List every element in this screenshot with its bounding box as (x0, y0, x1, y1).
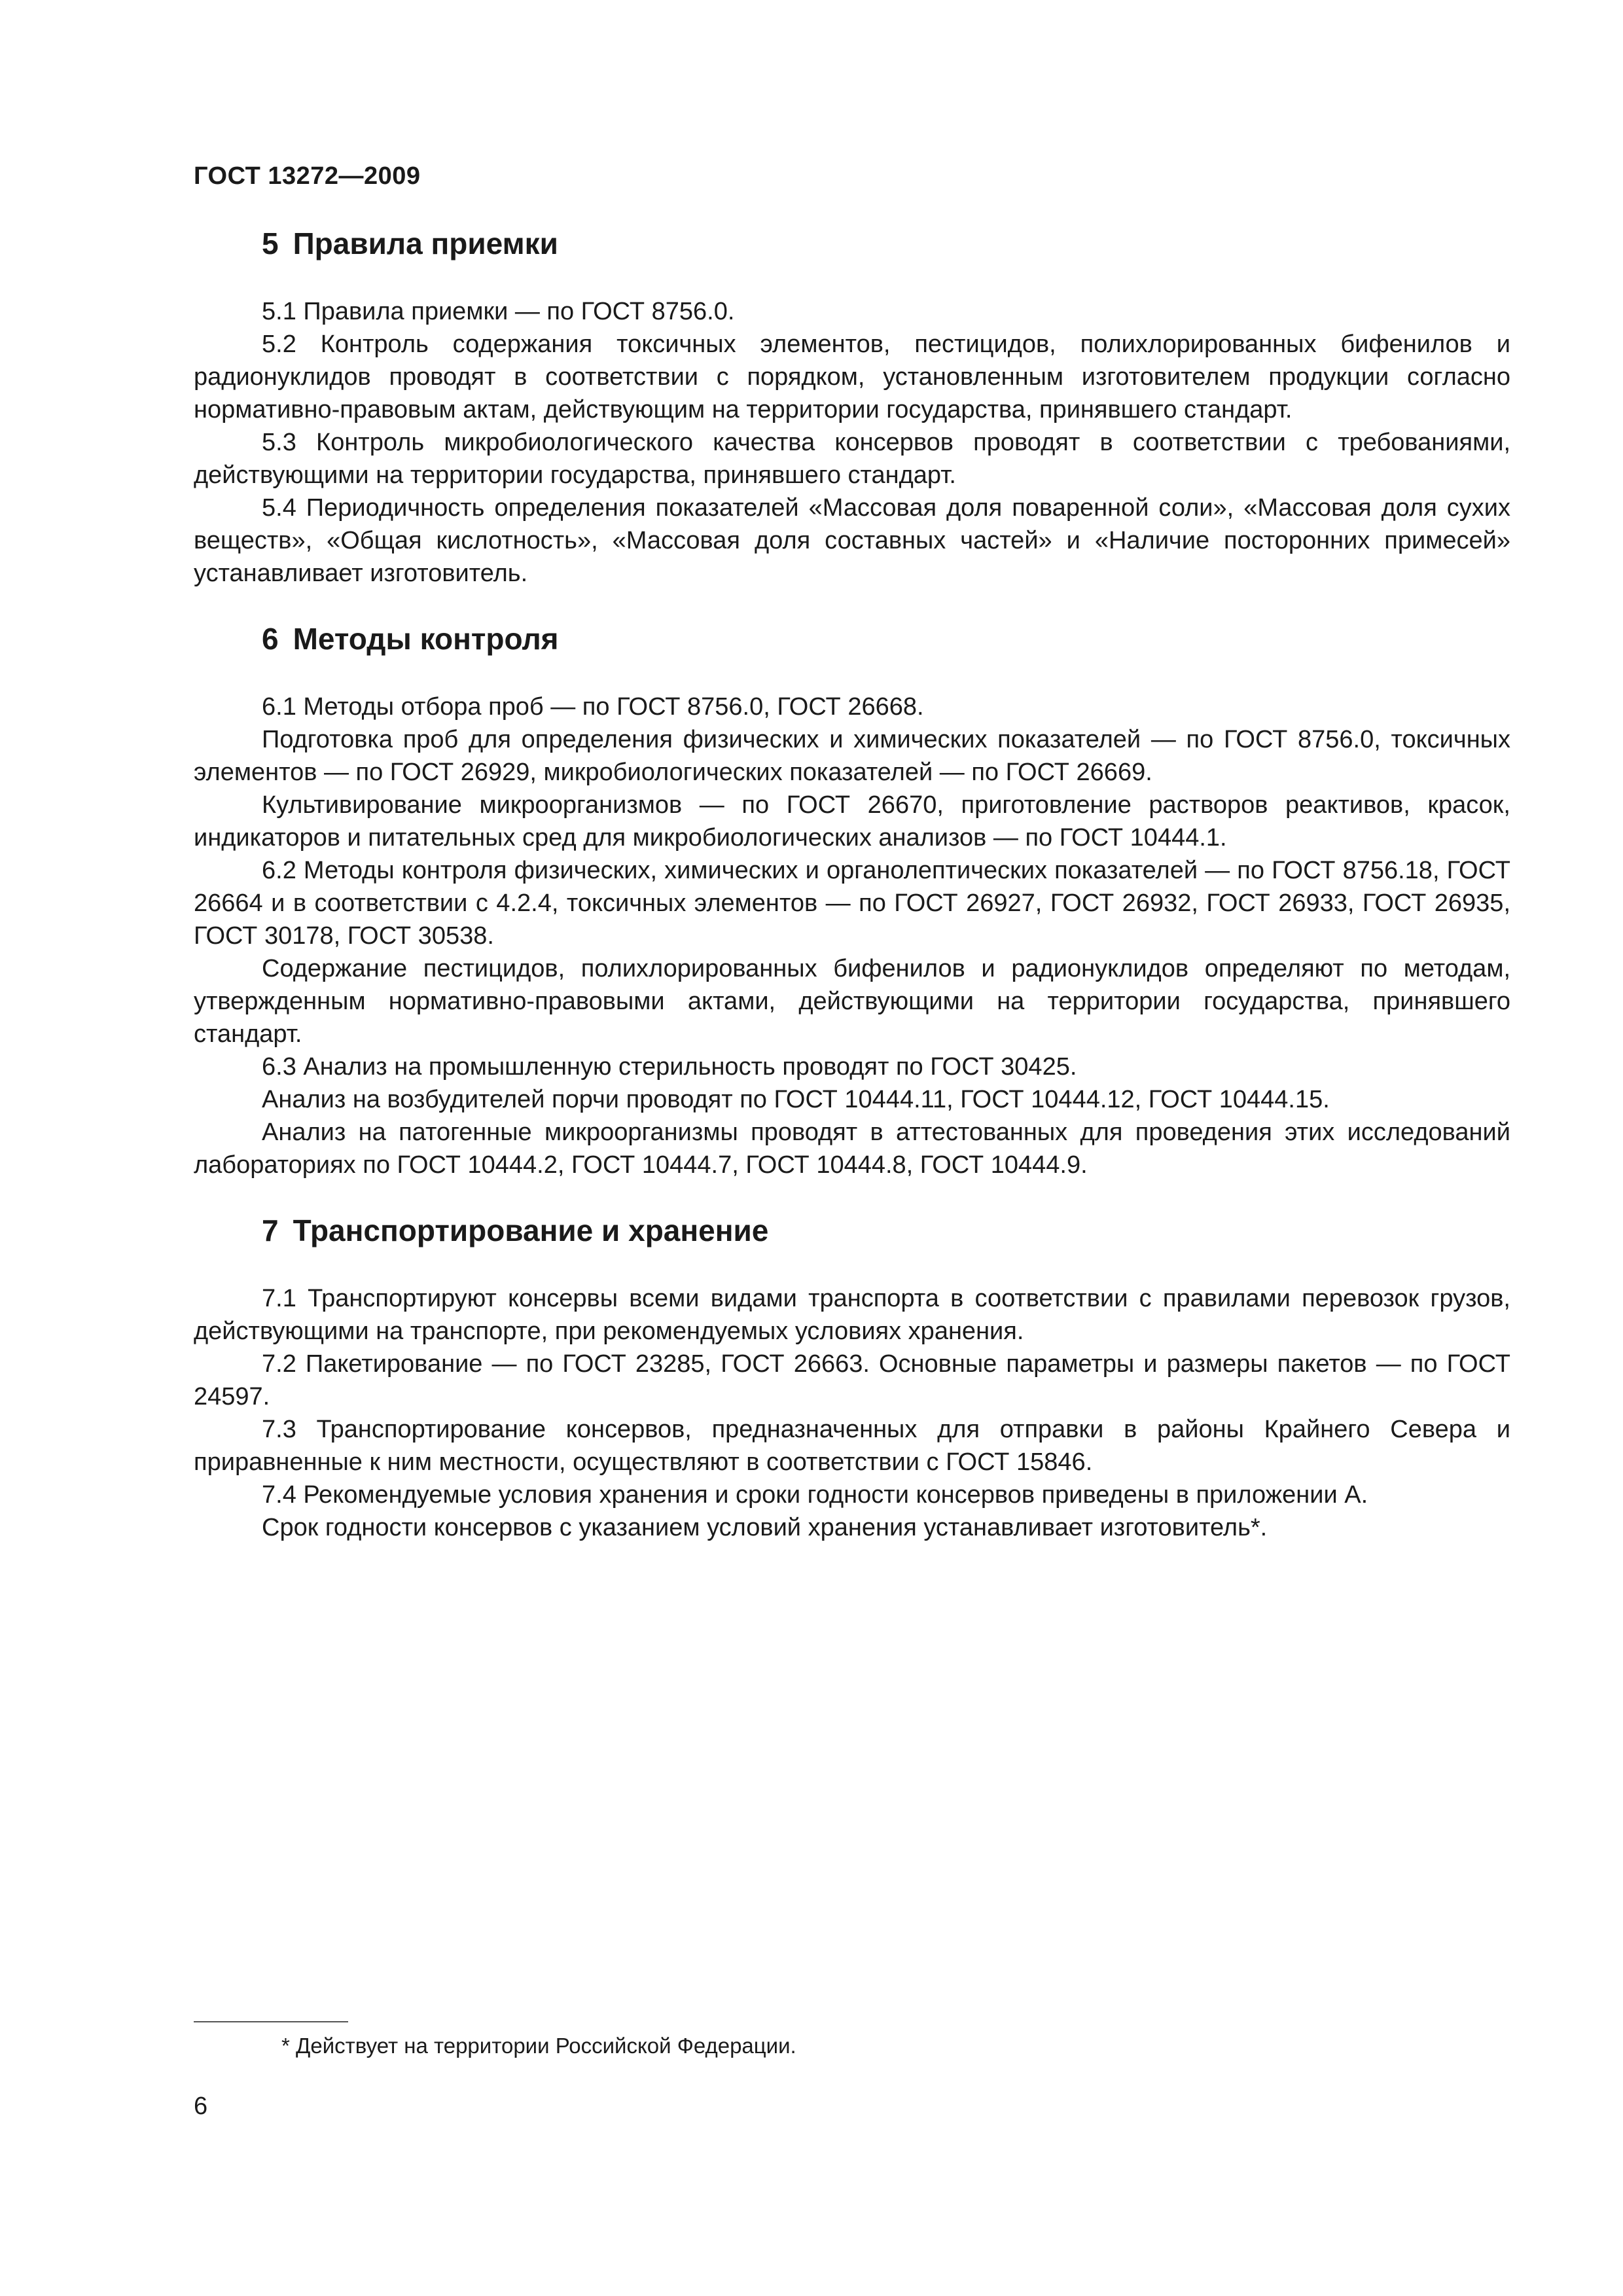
section-title: Транспортирование и хранение (293, 1213, 769, 1247)
paragraph: 5.4 Периодичность определения показателей «Массовая доля поваренной соли», «Массовая доля сухих веществ», «Общая кислотность», «Массовая доля составных частей» и «Наличие посторонних примесей» устанавливает изготовитель. (194, 494, 1510, 587)
paragraph: 6.1 Методы отбора проб — по ГОСТ 8756.0, ГОСТ 26668. (262, 693, 924, 721)
paragraph: 6.3 Анализ на промышленную стерильность проводят по ГОСТ 30425. (262, 1053, 1077, 1081)
section-number: 6 (262, 622, 279, 656)
paragraph: Культивирование микроорганизмов — по ГОСТ 26670, приготовление растворов реактивов, красок, индикаторов и питательных сред для микробиологических анализов — по ГОСТ 10444.1. (194, 791, 1510, 852)
section-6 (194, 621, 1510, 1181)
paragraph: 5.3 Контроль микробиологического качества консервов проводят в соответствии с требованиями, действующими на территории государства, принявшего стандарт. (194, 429, 1510, 489)
document-header: ГОСТ 13272—2009 (194, 162, 421, 190)
footnote: * Действует на территории Российской Федерации. (281, 2034, 796, 2058)
paragraph: Содержание пестицидов, полихлорированных бифенилов и радионуклидов определяют по методам, утвержденным нормативно-правовыми актами, действующими на территории государства, принявшего стандарт. (194, 955, 1510, 1048)
document-body (194, 226, 1510, 1575)
section-5 (194, 226, 1510, 590)
paragraph: Анализ на возбудителей порчи проводят по ГОСТ 10444.11, ГОСТ 10444.12, ГОСТ 10444.15. (262, 1086, 1330, 1113)
section-heading (262, 1213, 1510, 1248)
paragraph: 7.1 Транспортируют консервы всеми видами транспорта в соответствии с правилами перевозок грузов, действующими на транспорте, при рекомендуемых условиях хранения. (194, 1285, 1510, 1345)
paragraph: 6.2 Методы контроля физических, химических и органолептических показателей — по ГОСТ 8756.18, ГОСТ 26664 и в соответствии с 4.2.4, токсичных элементов — по ГОСТ 26927, ГОСТ 26932, ГОСТ 26933, ГОСТ 26935, ГОСТ 30178, ГОСТ 30538. (194, 857, 1510, 950)
section-title: Методы контроля (293, 622, 559, 656)
section-heading (262, 621, 1510, 656)
paragraph: Подготовка проб для определения физических и химических показателей — по ГОСТ 8756.0, токсичных элементов — по ГОСТ 26929, микробиологических показателей — по ГОСТ 26669. (194, 726, 1510, 786)
section-number: 5 (262, 226, 279, 260)
paragraph: Срок годности консервов с указанием условий хранения устанавливает изготовитель*. (262, 1514, 1268, 1541)
paragraph: 7.4 Рекомендуемые условия хранения и сроки годности консервов приведены в приложении А. (262, 1481, 1368, 1509)
paragraph: Анализ на патогенные микроорганизмы проводят в аттестованных для проведения этих исследований лабораториях по ГОСТ 10444.2, ГОСТ 10444.7, ГОСТ 10444.8, ГОСТ 10444.9. (194, 1119, 1510, 1179)
footnote-divider (194, 2021, 348, 2022)
section-7 (194, 1213, 1510, 1544)
paragraph: 7.2 Пакетирование — по ГОСТ 23285, ГОСТ 26663. Основные параметры и размеры пакетов — по ГОСТ 24597. (194, 1350, 1510, 1410)
paragraph: 5.1 Правила приемки — по ГОСТ 8756.0. (262, 298, 735, 325)
section-title: Правила приемки (293, 226, 558, 260)
section-heading (262, 226, 1510, 261)
paragraph: 7.3 Транспортирование консервов, предназначенных для отправки в районы Крайнего Севера и приравненные к ним местности, осуществляют в соответствии с ГОСТ 15846. (194, 1416, 1510, 1476)
paragraph: 5.2 Контроль содержания токсичных элементов, пестицидов, полихлорированных бифенилов и радионуклидов проводят в соответствии с порядком, установленным изготовителем продукции согласно нормативно-правовым актам, действующим на территории государства, принявшего стандарт. (194, 331, 1510, 423)
page-number: 6 (194, 2092, 208, 2120)
section-number: 7 (262, 1213, 279, 1247)
